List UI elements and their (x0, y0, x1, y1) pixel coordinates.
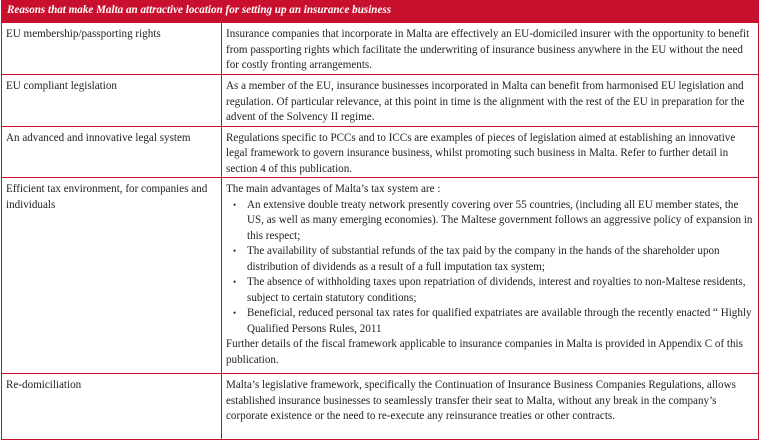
row-text-eu-legislation: As a member of the EU, insurance businesses incorporated in Malta can benefit from harmonised EU legislation and regulation. Of particular relevance, at this point in time is the alignment with the rest of the EU in preparation for the advent of the Solvency II regime. (222, 75, 759, 127)
bullet-icon: • (233, 246, 237, 256)
table-row (2, 126, 759, 178)
tax-bullet-list (226, 198, 754, 338)
row-label-eu-membership: EU membership/passporting rights (2, 23, 222, 75)
row-label-legal-system: An advanced and innovative legal system (2, 126, 222, 178)
row-label-tax-environment: Efficient tax environment, for companies and individuals (2, 178, 222, 374)
table-row (2, 178, 759, 374)
bullet-icon: • (233, 199, 237, 210)
bullet-icon: • (233, 277, 237, 287)
list-item (233, 198, 754, 245)
list-item (233, 244, 754, 275)
list-item (233, 306, 754, 337)
tax-outro: Further details of the fiscal framework applicable to insurance companies in Malta is provided in Appendix C of this publication. (226, 338, 743, 366)
bullet-icon: • (233, 308, 237, 318)
table-title: Reasons that make Malta an attractive location for setting up an insurance business (2, 1, 759, 23)
table-header-row (2, 1, 759, 23)
table-row (2, 23, 759, 75)
row-label-eu-legislation: EU compliant legislation (2, 75, 222, 127)
row-text-redomiciliation: Malta’s legislative framework, specifically the Continuation of Insurance Business Companies Regulations, allows established insurance businesses to seamlessly transfer their seat to Malta, without any break in the company’s corporate existence or the need to re-execute any reinsurance treaties or other contracts. (222, 374, 759, 440)
tax-intro: The main advantages of Malta’s tax system are : (226, 183, 441, 195)
tax-bullet-text: An extensive double treaty network presently covering over 55 countries, (including all EU member states, the US, as well as many emerging economies). The Maltese government follows an aggressive policy of expansion in this respect; (247, 198, 753, 242)
tax-bullet-text: The absence of withholding taxes upon repatriation of dividends, interest and royalties to non-Maltese residents, subject to certain statutory conditions; (247, 276, 746, 304)
table-row (2, 75, 759, 127)
row-text-tax-environment (222, 178, 759, 374)
tax-bullet-text: The availability of substantial refunds of the tax paid by the company in the hands of the shareholder upon distribution of dividends as a result of a full imputation tax system; (247, 245, 720, 273)
tax-bullet-text: Beneficial, reduced personal tax rates for qualified expatriates are available through the recently enacted “ Highly Qualified Persons Rules, 2011 (247, 307, 752, 335)
list-item (233, 275, 754, 306)
row-text-legal-system: Regulations specific to PCCs and to ICCs are examples of pieces of legislation aimed at establishing an innovative legal framework to govern insurance business, whilst promoting such business in Malta. Refer to further detail in section 4 of this publication. (222, 126, 759, 178)
table-row (2, 374, 759, 440)
row-label-redomiciliation: Re-domiciliation (2, 374, 222, 440)
row-text-eu-membership: Insurance companies that incorporate in Malta are effectively an EU-domiciled insurer with the opportunity to benefit from passporting rights which facilitate the underwriting of insurance business anywhere in the EU without the need for costly fronting arrangements. (222, 23, 759, 75)
reasons-table (1, 0, 759, 440)
